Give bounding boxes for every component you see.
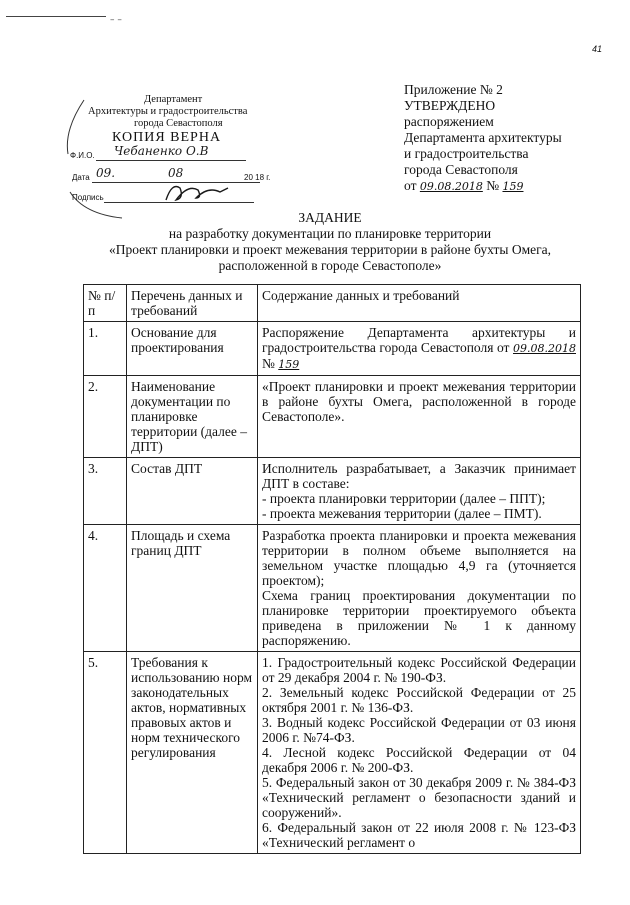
stamp-dept-line1: Департамент	[144, 94, 203, 105]
row-num: 4.	[84, 525, 127, 652]
title-line3: расположенной в городе Севастополе»	[218, 258, 442, 273]
row-content-line: Схема границ проектирования документации по планировке территории проектируемого объекта приведена в приложении № 1 к данному распоряжению.	[262, 588, 576, 648]
row-content-line: 3. Водный кодекс Российской Федерации от 03 июня 2006 г. №74-ФЗ.	[262, 715, 576, 745]
approval-line2: УТВЕРЖДЕНО	[404, 98, 496, 113]
row-content-line: 6. Федеральный закон от 22 июля 2008 г. № 123-ФЗ «Технический регламент о	[262, 820, 576, 850]
approval-line6: города Севастополя	[404, 162, 518, 177]
row-num: 5.	[84, 652, 127, 854]
row-content-line: 4. Лесной кодекс Российской Федерации от 04 декабря 2006 г. № 200-ФЗ.	[262, 745, 576, 775]
top-rule	[6, 16, 106, 17]
row-num: 3.	[84, 458, 127, 525]
stamp-date-year: 20 18 г.	[244, 173, 271, 182]
approval-line3: распоряжением	[404, 114, 494, 129]
title-heading: ЗАДАНИЕ	[298, 210, 362, 225]
approval-line4: Департамента архитектуры	[404, 130, 562, 145]
top-dash-mark: – –	[110, 15, 122, 25]
header-list: Перечень данных и требований	[127, 285, 258, 322]
table-row	[84, 525, 581, 652]
header-num: № п/п	[84, 285, 127, 322]
row-content-no: 159	[278, 358, 300, 371]
title-line2: «Проект планировки и проект межевания территории в районе бухты Омега,	[108, 242, 552, 257]
row-content	[258, 525, 581, 652]
stamp-date-day: 09.	[96, 166, 116, 180]
row-content	[258, 458, 581, 525]
row-content-line: 5. Федеральный закон от 30 декабря 2009 г. № 384-ФЗ «Технический регламент о безопасности зданий и сооружений».	[262, 775, 576, 820]
table-row	[84, 458, 581, 525]
page-number: 41	[592, 44, 603, 54]
row-content-line: Исполнитель разрабатывает, а Заказчик принимает ДПТ в составе:	[262, 461, 576, 491]
row-content-line: - проекта межевания территории (далее – ПМТ).	[262, 506, 542, 521]
row-label: Состав ДПТ	[127, 458, 258, 525]
row-content-line: 2. Земельный кодекс Российской Федерации от 25 октября 2001 г. № 136-ФЗ.	[262, 685, 576, 715]
approval-block	[404, 82, 562, 195]
approval-line5: и градостроительства	[404, 146, 529, 161]
stamp-fio-value: Чебаненко О.В	[114, 144, 209, 158]
approval-from-label: от	[404, 178, 417, 193]
stamp-dept-line2: Архитектуры и градостроительства	[88, 106, 248, 117]
table-header-row	[84, 285, 581, 322]
row-content: «Проект планировки и проект межевания территории в районе бухты Омега, расположенной в городе Севастополе».	[258, 376, 581, 458]
row-content-no-label: №	[262, 356, 275, 371]
row-content	[258, 652, 581, 854]
stamp-copy-title: КОПИЯ ВЕРНА	[112, 130, 222, 145]
row-num: 2.	[84, 376, 127, 458]
requirements-table	[83, 284, 581, 854]
approval-line1: Приложение № 2	[404, 82, 503, 97]
row-content-line: Разработка проекта планировки и проекта межевания территории в полном объеме выполняется на земельном участке площадью 4,9 га (уточняется проектом);	[262, 528, 576, 588]
row-num: 1.	[84, 322, 127, 376]
stamp-date-label: Дата	[72, 173, 90, 182]
row-label: Наименование документации по планировке территории (далее – ДПТ)	[127, 376, 258, 458]
approval-no-value: 159	[502, 180, 524, 193]
approval-date-value: 09.08.2018	[419, 180, 483, 193]
row-content-line: 1. Градостроительный кодекс Российской Федерации от 29 декабря 2004 г. № 190-ФЗ.	[262, 655, 576, 685]
signature-icon	[162, 178, 232, 206]
header-content: Содержание данных и требований	[258, 285, 581, 322]
table-row	[84, 652, 581, 854]
row-content-date: 09.08.2018	[513, 342, 576, 355]
copy-stamp	[62, 92, 292, 222]
table-row	[84, 376, 581, 458]
stamp-date-month: 08	[168, 166, 184, 180]
row-label: Площадь и схема границ ДПТ	[127, 525, 258, 652]
row-content	[258, 322, 581, 376]
stamp-sign-label: Подпись	[72, 193, 104, 202]
row-label: Требования к использованию норм законодательных актов, нормативных правовых актов и норм технического регулирования	[127, 652, 258, 854]
stamp-fio-label: Ф.И.О.	[70, 151, 95, 160]
title-line1: на разработку документации по планировке территории	[168, 226, 492, 241]
approval-no-label: №	[486, 178, 500, 193]
approval-date-line	[404, 178, 562, 195]
stamp-dept-line3: города Севастополя	[134, 118, 223, 129]
document-title	[60, 210, 600, 274]
table-row	[84, 322, 581, 376]
row-content-line: - проекта планировки территории (далее – ППТ);	[262, 491, 546, 506]
row-content-prefix: Распоряжение Департамента архитектуры и градостроительства города Севастополя от	[262, 325, 576, 355]
row-label: Основание для проектирования	[127, 322, 258, 376]
